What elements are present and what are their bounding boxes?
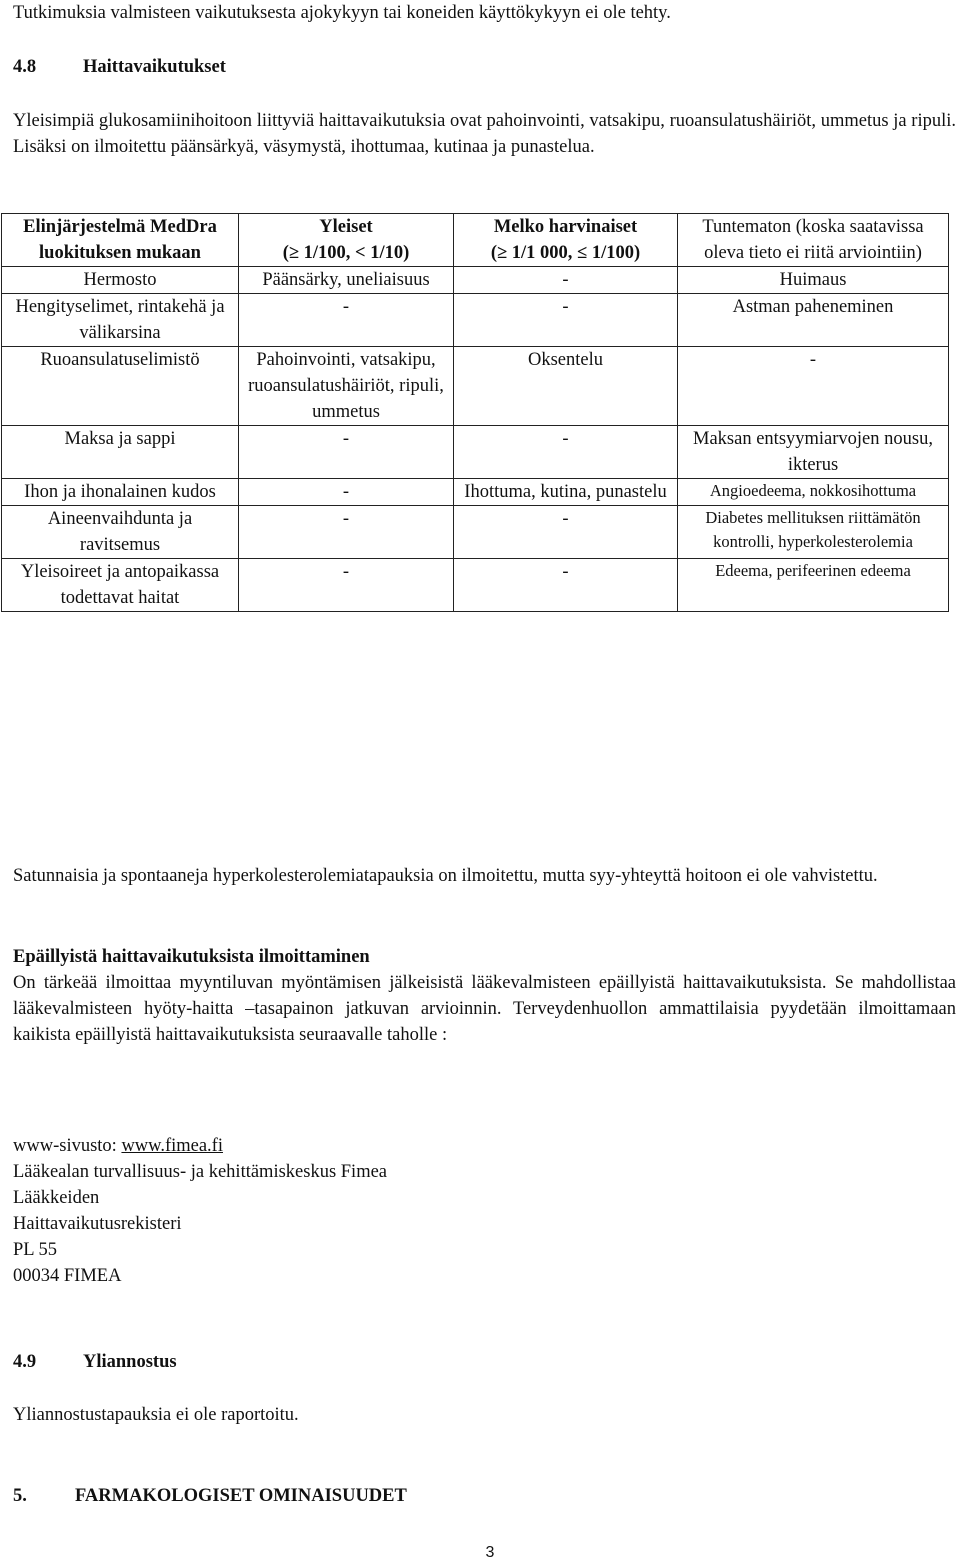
table-row	[2, 347, 949, 426]
hypercholesterolemia-paragraph: Satunnaisia ja spontaaneja hyperkolesterolemiatapauksia on ilmoitettu, mutta syy-yhteyttä hoitoon ei ole vahvistettu.	[13, 866, 878, 886]
organ-cell: Yleisoireet ja antopaikassa todettavat haitat	[2, 559, 239, 612]
table-row	[2, 267, 949, 294]
common-cell: -	[239, 294, 454, 347]
header-uncommon	[454, 214, 678, 267]
unknown-cell: Astman paheneminen	[678, 294, 949, 347]
overdose-paragraph: Yliannostustapauksia ei ole raportoitu.	[13, 1405, 299, 1425]
uncommon-cell: -	[454, 559, 678, 612]
section-number: 4.8	[13, 57, 37, 77]
page-number: 3	[485, 1544, 495, 1561]
table-row	[2, 479, 949, 506]
uncommon-cell: -	[454, 267, 678, 294]
unknown-cell: Diabetes mellituksen riittämätön kontrolli, hyperkolesterolemia	[678, 506, 949, 559]
website-label: www-sivusto:	[13, 1136, 122, 1156]
uncommon-cell: -	[454, 294, 678, 347]
uncommon-cell: -	[454, 426, 678, 479]
section-title: Haittavaikutukset	[83, 57, 226, 77]
reporting-heading: Epäillyistä haittavaikutuksista ilmoittaminen	[13, 947, 370, 967]
section-number: 4.9	[13, 1352, 37, 1372]
header-common-label: Yleiset	[319, 217, 373, 237]
organ-cell: Ihon ja ihonalainen kudos	[2, 479, 239, 506]
section-title: FARMAKOLOGISET OMINAISUUDET	[75, 1486, 407, 1506]
contact-line: Lääkkeiden	[13, 1188, 100, 1208]
section-heading-4-9	[13, 1349, 956, 1375]
organ-cell: Ruoansulatuselimistö	[2, 347, 239, 426]
unknown-cell: Edeema, perifeerinen edeema	[678, 559, 949, 612]
website-line	[13, 1133, 956, 1159]
table-row	[2, 426, 949, 479]
table-row	[2, 294, 949, 347]
uncommon-cell: -	[454, 506, 678, 559]
header-uncommon-label: Melko harvinaiset	[493, 217, 638, 237]
header-common-freq: (≥ 1/100, < 1/10)	[282, 243, 410, 263]
unknown-cell: Angioedeema, nokkosihottuma	[678, 479, 949, 506]
adverse-effects-table	[1, 213, 949, 612]
common-cell: Pahoinvointi, vatsakipu, ruoansulatushäiriöt, ripuli, ummetus	[239, 347, 454, 426]
contact-line: 00034 FIMEA	[13, 1266, 122, 1286]
uncommon-cell: Ihottuma, kutina, punastelu	[454, 479, 678, 506]
common-cell: -	[239, 506, 454, 559]
reporting-paragraph: On tärkeää ilmoittaa myyntiluvan myöntämisen jälkeisistä lääkevalmisteen epäillyistä haittavaikutuksista. Se mahdollistaa lääkevalmisteen hyöty-haitta –tasapainon jatkuvan arvioinnin. Terveydenhuollon ammattilaisia pyydetään ilmoittamaan kaikista epäillyistä haittavaikutuksista seuraavalle taholle :	[13, 973, 956, 1045]
contact-line: Haittavaikutusrekisteri	[13, 1214, 182, 1234]
header-unknown: Tuntematon (koska saatavissa oleva tieto ei riitä arviointiin)	[678, 214, 949, 267]
contact-block	[13, 1133, 956, 1289]
header-organ-system: Elinjärjestelmä MedDra luokituksen mukaan	[2, 214, 239, 267]
section-number: 5.	[13, 1486, 27, 1506]
header-uncommon-freq: (≥ 1/1 000, ≤ 1/100)	[490, 243, 641, 263]
common-cell: -	[239, 479, 454, 506]
organ-cell: Hermosto	[2, 267, 239, 294]
header-common	[239, 214, 454, 267]
contact-line: PL 55	[13, 1240, 58, 1260]
unknown-cell: -	[678, 347, 949, 426]
intro-text: Tutkimuksia valmisteen vaikutuksesta ajokykyyn tai koneiden käyttökykyyn ei ole tehty.	[13, 3, 671, 23]
side-effects-paragraph: Yleisimpiä glukosamiinihoitoon liittyviä haittavaikutuksia ovat pahoinvointi, vatsakipu, ruoansulatushäiriöt, ummetus ja ripuli. Lisäksi on ilmoitettu päänsärkyä, väsymystä, ihottumaa, kutinaa ja punastelua.	[13, 111, 956, 157]
unknown-cell: Huimaus	[678, 267, 949, 294]
section-heading-5	[13, 1483, 956, 1509]
table-row	[2, 559, 949, 612]
uncommon-cell: Oksentelu	[454, 347, 678, 426]
organ-cell: Hengityselimet, rintakehä ja välikarsina	[2, 294, 239, 347]
table-row	[2, 506, 949, 559]
contact-line: Lääkealan turvallisuus- ja kehittämiskeskus Fimea	[13, 1162, 388, 1182]
organ-cell: Aineenvaihdunta ja ravitsemus	[2, 506, 239, 559]
table-header-row	[2, 214, 949, 267]
unknown-cell: Maksan entsyymiarvojen nousu, ikterus	[678, 426, 949, 479]
section-heading-4-8	[13, 54, 956, 80]
fimea-link[interactable]: www.fimea.fi	[121, 1136, 223, 1156]
common-cell: Päänsärky, uneliaisuus	[239, 267, 454, 294]
organ-cell: Maksa ja sappi	[2, 426, 239, 479]
common-cell: -	[239, 426, 454, 479]
section-title: Yliannostus	[83, 1352, 177, 1372]
common-cell: -	[239, 559, 454, 612]
